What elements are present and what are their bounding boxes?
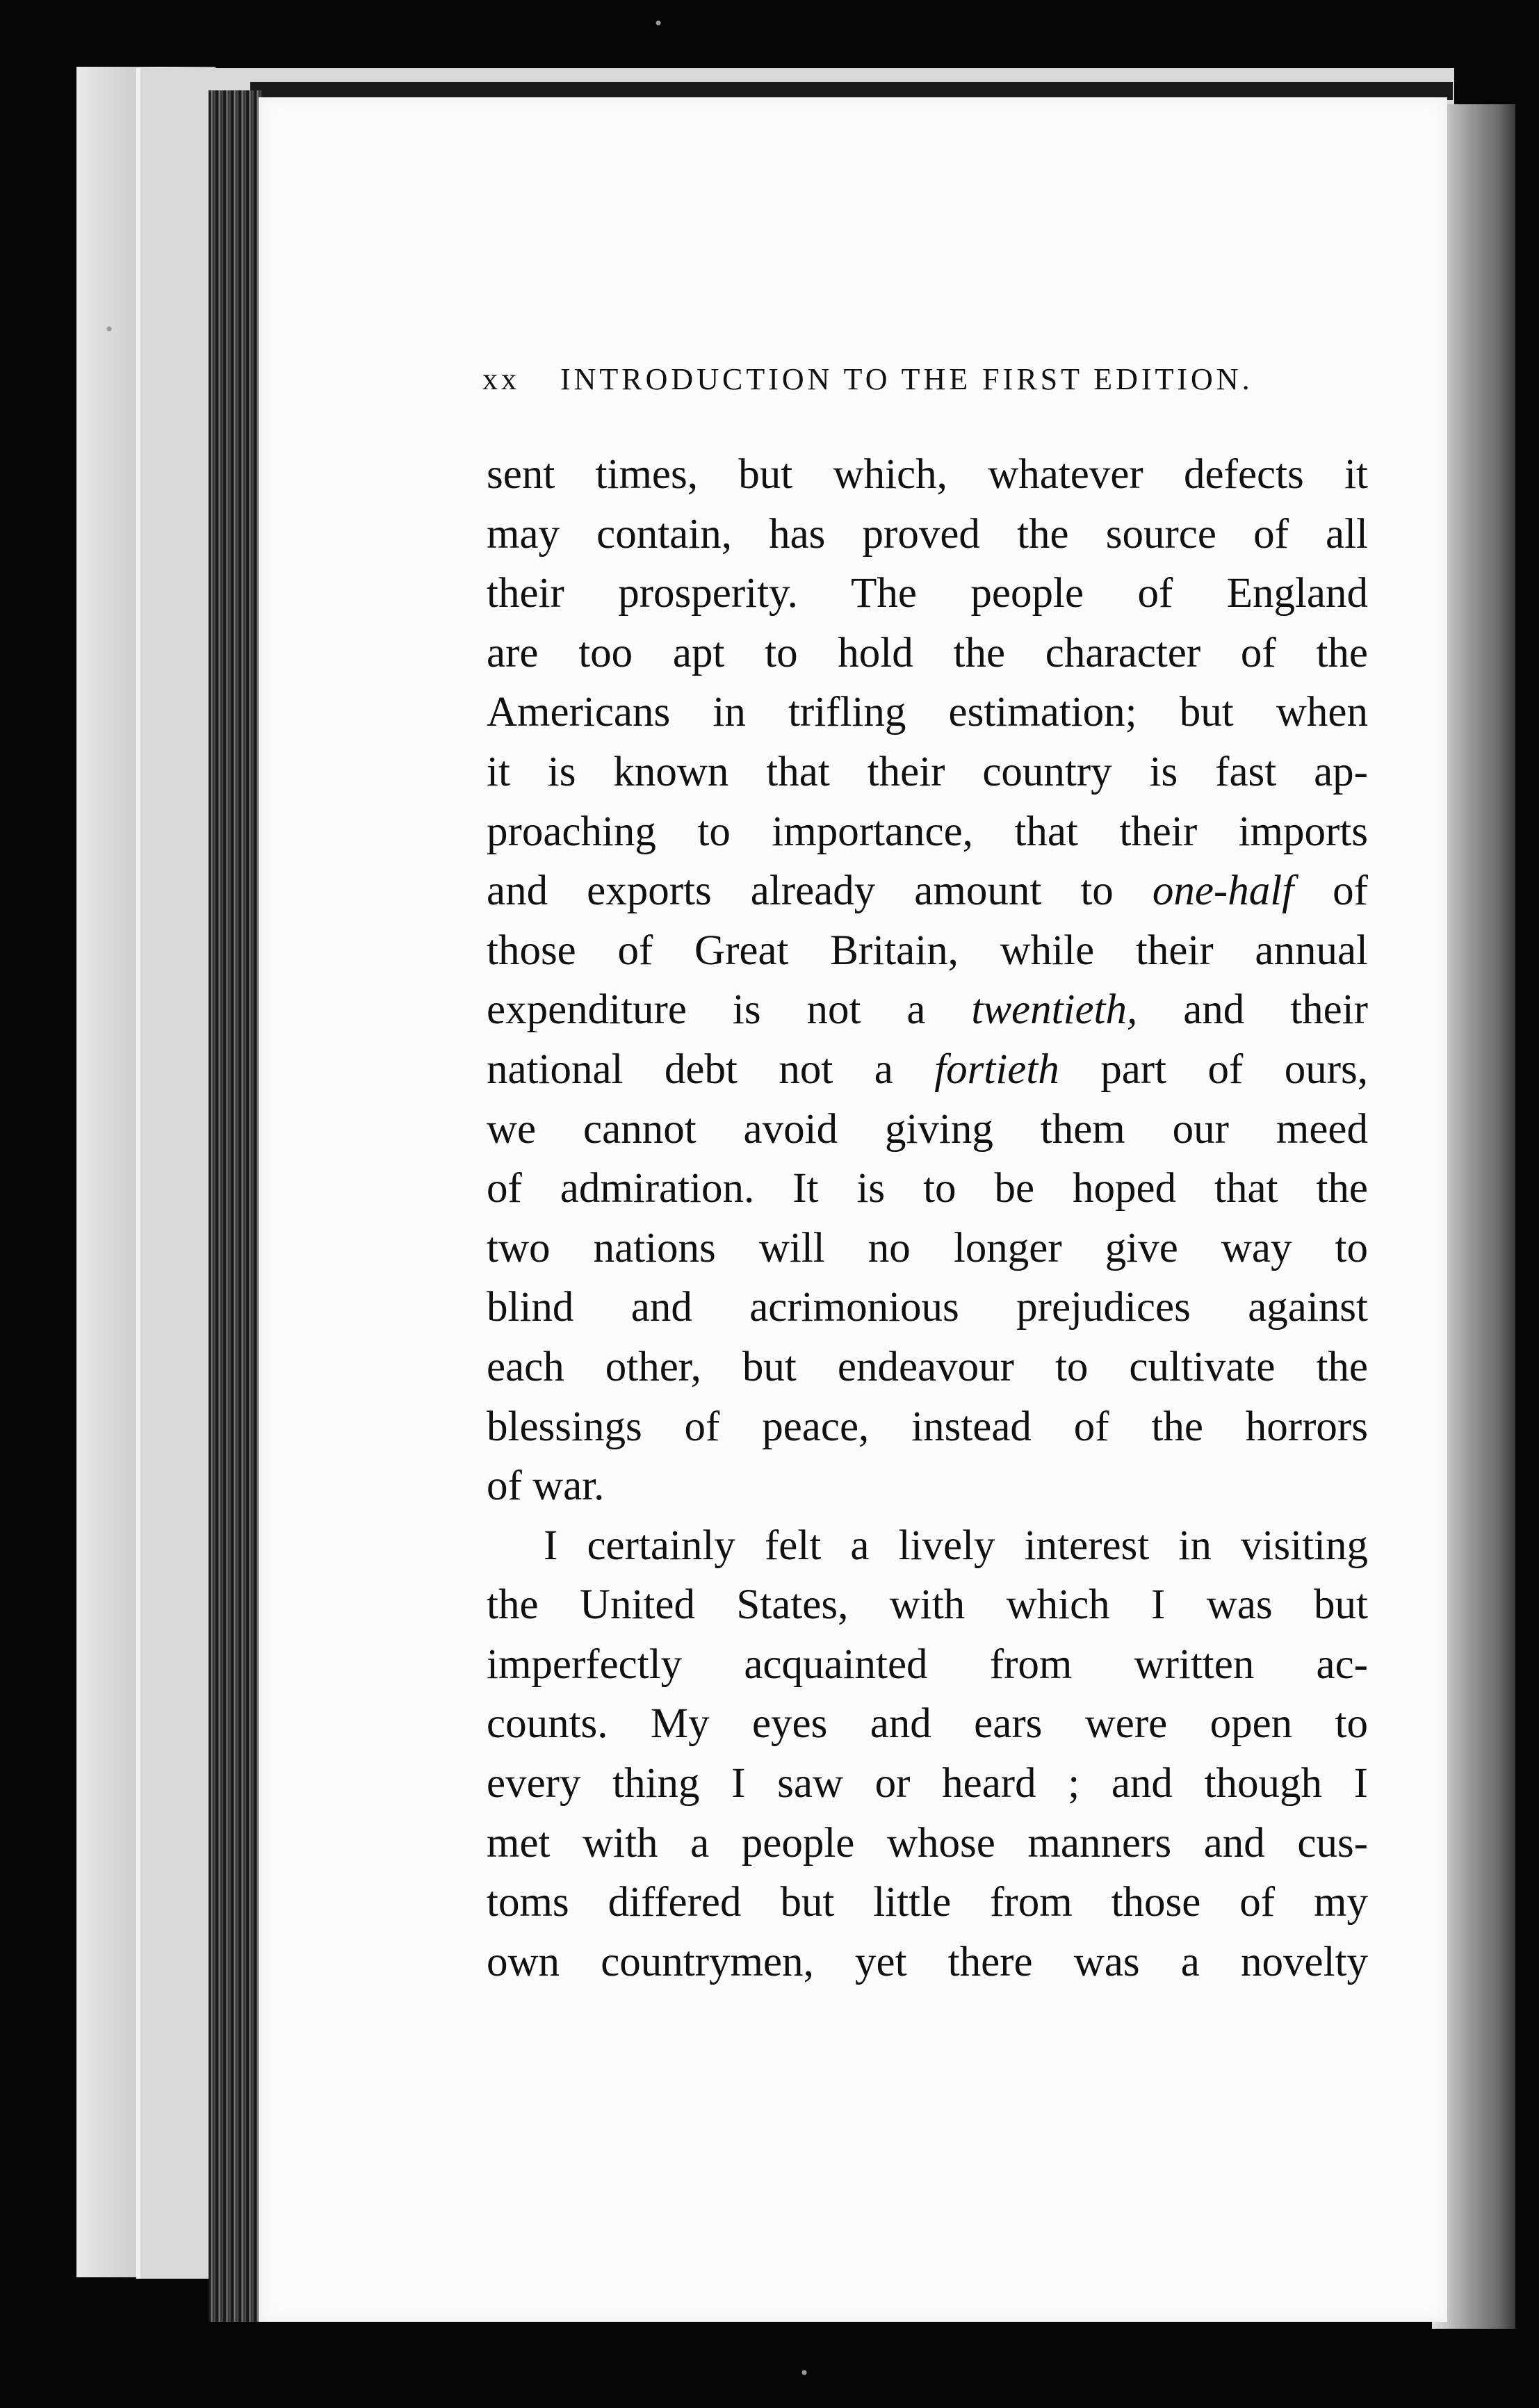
- text-line: [487, 1159, 1368, 1219]
- page-number: xx: [482, 362, 520, 396]
- text-line: [487, 742, 1368, 802]
- text-run: the United States, with which I was but: [487, 1581, 1368, 1629]
- text-run: every thing I saw or heard ; and though I: [487, 1760, 1368, 1807]
- italic-text: twentieth,: [971, 986, 1138, 1034]
- text-line: [487, 802, 1368, 862]
- text-run: Americans in trifling estimation; but when: [487, 689, 1368, 736]
- text-run: expenditure is not a: [487, 986, 972, 1034]
- running-title: INTRODUCTION TO THE FIRST EDITION.: [560, 362, 1253, 396]
- text-run: blind and acrimonious prejudices against: [487, 1284, 1368, 1331]
- text-line: [487, 1278, 1368, 1337]
- text-line: [487, 1814, 1368, 1873]
- text-run: own countrymen, yet there was a novelty: [487, 1938, 1368, 1985]
- text-run: of war.: [487, 1463, 605, 1510]
- text-run: part of ours,: [1059, 1046, 1369, 1093]
- text-run: and their: [1137, 986, 1368, 1034]
- text-run: toms differed but little from those of my: [487, 1879, 1368, 1926]
- text-run: it is known that their country is fast ap-: [487, 748, 1368, 795]
- text-run: we cannot avoid giving them our meed: [487, 1105, 1368, 1153]
- running-header: [482, 361, 1275, 397]
- text-line: [487, 1040, 1368, 1100]
- text-run: proaching to importance, that their imports: [487, 808, 1368, 855]
- text-run: met with a people whose manners and cus-: [487, 1819, 1368, 1866]
- text-run: and exports already amount to: [487, 868, 1153, 915]
- text-run: counts. My eyes and ears were open to: [487, 1700, 1368, 1748]
- text-line: [487, 921, 1368, 981]
- text-line: [487, 564, 1368, 624]
- text-line: [487, 1337, 1368, 1397]
- text-line: [487, 1933, 1368, 1992]
- book-gutter: [209, 90, 264, 2322]
- text-line: [487, 1456, 1368, 1516]
- italic-text: fortieth: [934, 1046, 1059, 1093]
- text-run: sent times, but which, whatever defects it: [487, 451, 1368, 498]
- text-run: national debt not a: [487, 1046, 935, 1093]
- text-line: [487, 624, 1368, 683]
- text-run: are too apt to hold the character of the: [487, 629, 1368, 676]
- text-run: of admiration. It is to be hoped that the: [487, 1165, 1368, 1212]
- text-line: [487, 861, 1368, 921]
- text-run: imperfectly acquainted from written ac-: [487, 1641, 1368, 1688]
- text-run: each other, but endeavour to cultivate the: [487, 1343, 1368, 1390]
- paragraph: [487, 1516, 1368, 1992]
- text-line: [487, 445, 1368, 505]
- text-run: I certainly felt a lively interest in visiting: [544, 1522, 1368, 1569]
- scan-speck: •: [653, 14, 664, 33]
- text-run: of: [1294, 868, 1368, 915]
- text-run: those of Great Britain, while their annual: [487, 927, 1368, 974]
- text-line: [487, 1754, 1368, 1814]
- text-line: [487, 1694, 1368, 1754]
- scan-speck: •: [799, 2364, 810, 2383]
- page-body-text: [487, 445, 1368, 1992]
- text-line: [487, 1100, 1368, 1160]
- text-line: [487, 505, 1368, 564]
- text-line: [487, 1575, 1368, 1635]
- text-run: two nations will no longer give way to: [487, 1224, 1368, 1271]
- text-line: [487, 1635, 1368, 1695]
- text-line: [487, 1219, 1368, 1278]
- text-run: blessings of peace, instead of the horrors: [487, 1403, 1368, 1450]
- text-run: may contain, has proved the source of all: [487, 510, 1368, 558]
- text-line: [487, 1397, 1368, 1457]
- scan-speck: •: [104, 320, 115, 339]
- paragraph: [487, 445, 1368, 1516]
- italic-text: one-half: [1152, 868, 1294, 915]
- text-run: their prosperity. The people of England: [487, 570, 1368, 617]
- text-line: [487, 1873, 1368, 1933]
- text-line: [487, 980, 1368, 1040]
- text-line: [487, 1516, 1368, 1576]
- text-line: [487, 683, 1368, 742]
